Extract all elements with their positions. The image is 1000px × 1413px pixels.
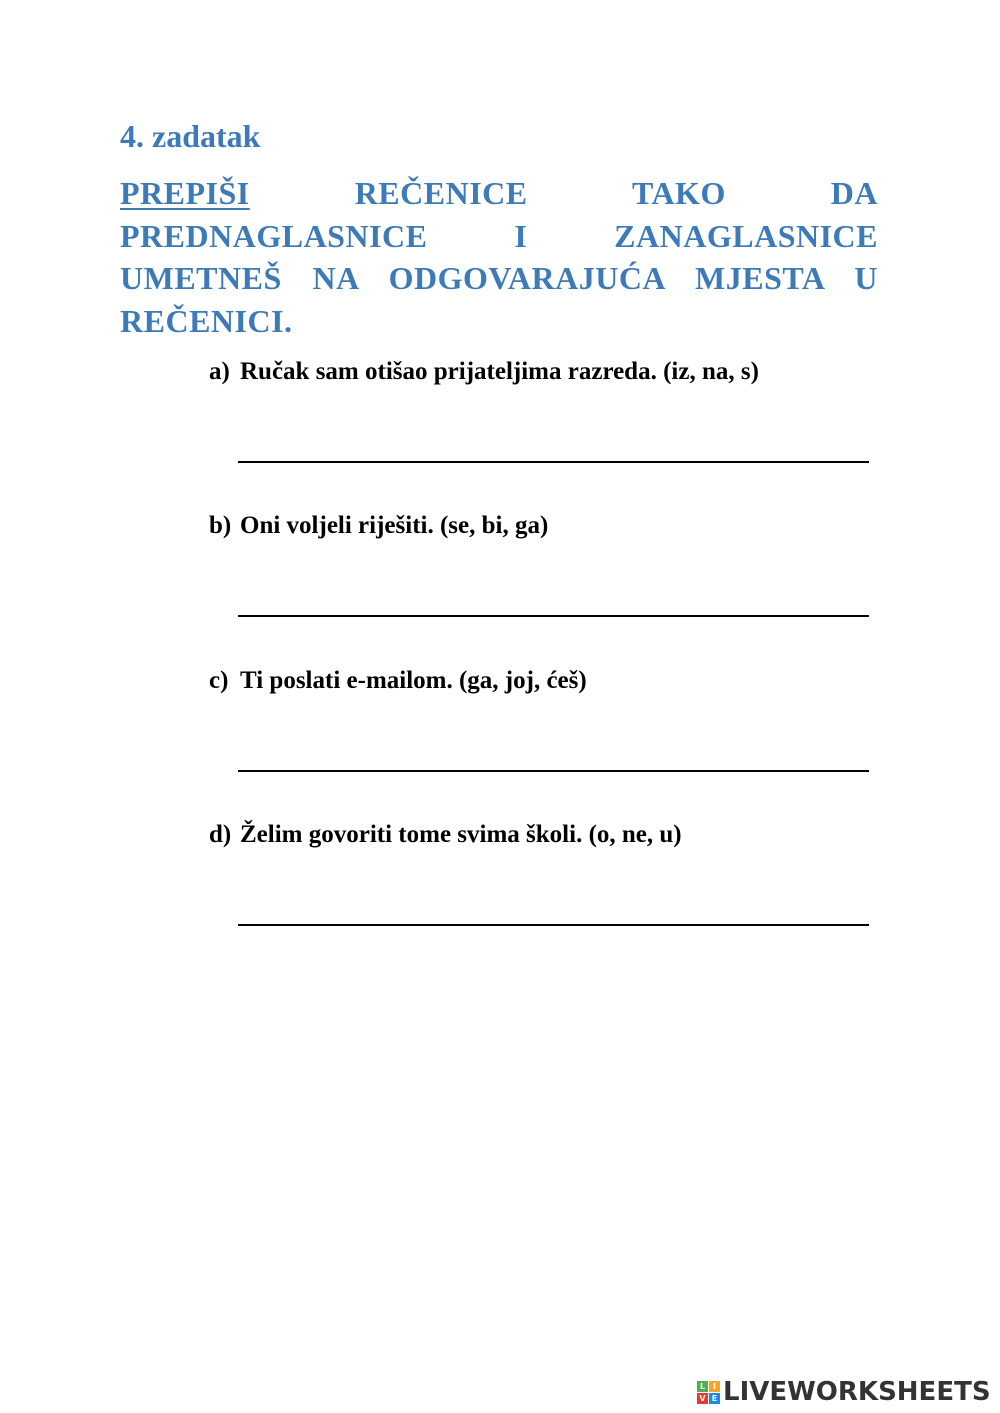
item-sentence: Ručak sam otišao prijateljima razreda. (iz, na, s) (240, 358, 759, 385)
liveworksheets-logo (697, 1374, 991, 1410)
item-sentence: Ti poslati e-mailom. (ga, joj, ćeš) (240, 667, 587, 694)
instruction-rest: REČENICE TAKO DA PREDNAGLASNICE I ZANAGLASNICE UMETNEŠ NA ODGOVARAJUĆA MJESTA U REČENICI. (120, 175, 878, 339)
item-sentence: Oni voljeli riješiti. (se, bi, ga) (240, 512, 549, 539)
exercise-item-a (209, 358, 759, 386)
answer-line-c[interactable] (238, 770, 869, 772)
exercise-item-c (209, 667, 587, 695)
logo-icon (697, 1381, 720, 1404)
logo-tile: L (697, 1381, 708, 1392)
item-letter: c) (209, 667, 229, 694)
instruction-keyword: PREPIŠI (120, 175, 250, 211)
item-sentence: Želim govoriti tome svima školi. (o, ne, u) (240, 821, 682, 848)
instruction-text (120, 172, 878, 342)
item-letter: a) (209, 358, 230, 385)
logo-tile: V (697, 1393, 708, 1404)
answer-line-b[interactable] (238, 615, 869, 617)
exercise-item-d (209, 821, 682, 849)
task-title: 4. zadatak (120, 118, 261, 154)
logo-tile: E (709, 1393, 720, 1404)
answer-line-d[interactable] (238, 924, 869, 926)
logo-brand-text: LIVEWORKSHEETS (723, 1377, 991, 1407)
answer-line-a[interactable] (238, 461, 869, 463)
item-letter: d) (209, 821, 232, 848)
item-letter: b) (209, 512, 232, 539)
logo-tile: I (709, 1381, 720, 1392)
exercise-item-b (209, 512, 548, 540)
